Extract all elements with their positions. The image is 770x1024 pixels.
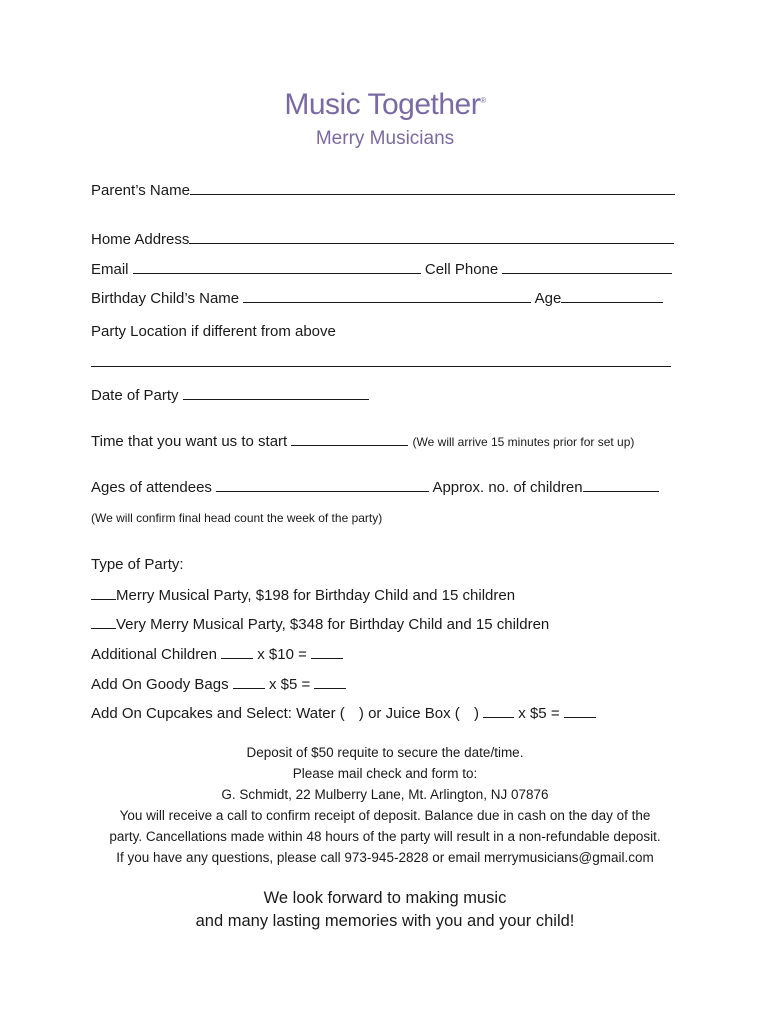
party-option-merry bbox=[91, 585, 515, 606]
additional-children-rate: x $10 = bbox=[257, 646, 307, 663]
additional-children-total[interactable] bbox=[311, 644, 343, 659]
birthday-child-label: Birthday Child’s Name bbox=[91, 290, 240, 307]
logo-title: Music Together® bbox=[284, 88, 486, 121]
deposit-line-2: Please mail check and form to: bbox=[292, 766, 478, 781]
cupcakes-row bbox=[91, 703, 596, 724]
email-field[interactable] bbox=[133, 259, 421, 274]
cupcakes-label: Add On Cupcakes and Select: Water ( bbox=[91, 705, 345, 722]
date-label: Date of Party bbox=[91, 387, 179, 404]
home-address-label: Home Address bbox=[91, 231, 190, 248]
parents-name-row bbox=[91, 180, 675, 201]
goody-bags-rate: x $5 = bbox=[268, 676, 311, 693]
very-merry-party-label: Very Merry Musical Party, $348 for Birthday Child and 15 children bbox=[116, 616, 550, 633]
ages-field[interactable] bbox=[216, 477, 429, 492]
deposit-line-6: If you have any questions, please call 973-945-2828 or email merrymusicians@gmail.com bbox=[116, 850, 654, 865]
birthday-child-field[interactable] bbox=[243, 288, 531, 303]
closing-line-2: and many lasting memories with you and your child! bbox=[195, 912, 575, 930]
cupcakes-rate: x $5 = bbox=[518, 705, 560, 722]
head-count-note: (We will confirm final head count the week of the party) bbox=[91, 511, 383, 525]
email-label: Email bbox=[91, 261, 129, 278]
very-merry-party-checkline[interactable] bbox=[91, 614, 116, 629]
cupcakes-close: ) bbox=[473, 705, 479, 722]
party-type-label: Type of Party: bbox=[91, 556, 184, 573]
cupcakes-total[interactable] bbox=[564, 703, 596, 718]
ages-label: Ages of attendees bbox=[91, 479, 212, 496]
time-label: Time that you want us to start bbox=[91, 433, 288, 450]
cell-phone-field[interactable] bbox=[502, 259, 672, 274]
deposit-info bbox=[60, 742, 710, 868]
age-label: Age bbox=[534, 290, 562, 307]
time-note: (We will arrive 15 minutes prior for set up) bbox=[412, 435, 635, 449]
goody-bags-total[interactable] bbox=[314, 674, 346, 689]
party-location-field[interactable] bbox=[91, 352, 671, 367]
parents-name-label: Parent’s Name bbox=[91, 182, 190, 199]
home-address-field[interactable] bbox=[189, 229, 674, 244]
deposit-line-1: Deposit of $50 requite to secure the date/time. bbox=[246, 745, 524, 760]
approx-children-field[interactable] bbox=[583, 477, 659, 492]
party-location-row bbox=[91, 352, 671, 373]
deposit-line-4: You will receive a call to confirm receipt of deposit. Balance due in cash on the day of the bbox=[119, 808, 651, 823]
closing-line-1: We look forward to making music bbox=[263, 889, 507, 907]
approx-children-label: Approx. no. of children bbox=[432, 479, 583, 496]
date-row bbox=[91, 385, 369, 406]
closing-message bbox=[60, 887, 710, 933]
age-field[interactable] bbox=[561, 288, 663, 303]
deposit-line-5: party. Cancellations made within 48 hours of the party will result in a non-refundable deposit. bbox=[109, 829, 661, 844]
goody-bags-label: Add On Goody Bags bbox=[91, 676, 229, 693]
cell-phone-label: Cell Phone bbox=[424, 261, 499, 278]
time-row bbox=[91, 431, 634, 452]
additional-children-label: Additional Children bbox=[91, 646, 217, 663]
goody-bags-row bbox=[91, 674, 346, 695]
merry-party-label: Merry Musical Party, $198 for Birthday Child and 15 children bbox=[116, 587, 516, 604]
party-location-label: Party Location if different from above bbox=[91, 323, 336, 340]
additional-children-qty[interactable] bbox=[221, 644, 253, 659]
merry-party-checkline[interactable] bbox=[91, 585, 116, 600]
juice-box-label: ) or Juice Box ( bbox=[358, 705, 460, 722]
ages-row bbox=[91, 477, 659, 498]
home-address-row bbox=[91, 229, 674, 250]
time-field[interactable] bbox=[291, 431, 408, 446]
parents-name-field[interactable] bbox=[190, 180, 675, 195]
party-option-very-merry bbox=[91, 614, 549, 635]
additional-children-row bbox=[91, 644, 343, 665]
goody-bags-qty[interactable] bbox=[233, 674, 265, 689]
date-field[interactable] bbox=[183, 385, 369, 400]
deposit-line-3: G. Schmidt, 22 Mulberry Lane, Mt. Arlington, NJ 07876 bbox=[221, 787, 549, 802]
cupcakes-qty[interactable] bbox=[483, 703, 514, 718]
birthday-child-row bbox=[91, 288, 663, 309]
email-row bbox=[91, 259, 672, 280]
logo-subtitle: Merry Musicians bbox=[315, 128, 455, 149]
